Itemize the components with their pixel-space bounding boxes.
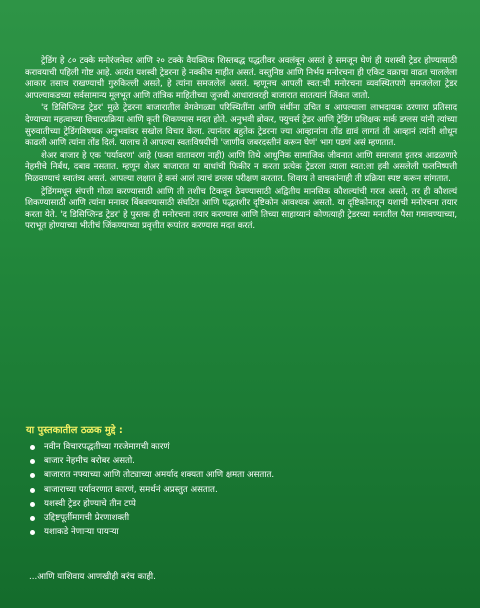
- paragraph-4: ट्रेडिंगमधून संपत्ती गोळा करण्यासाठी आणि ती तशीच टिकवून ठेवण्यासाठी अद्वितीय मानसिक कौशल्यांची गरज असते, तर ही कौशल्यं शिकण्यासाठी आणि त्यांना मनावर बिंबवण्यासाठी संघटित आणि पद्धतशीर दृष्टिकोन आवश्यक असतो. या दृष्टिकोनातून यशाची मनोरचना तयार करता येते. 'द डिसिप्लिन्ड ट्रेडर' हे पुस्तक ही मनोरचना तयार करण्यास आणि तिच्या साहाय्यानं कोणत्याही ट्रेडरच्या मनातील पैसा गमावण्याच्या, पराभूत होण्याच्या भीतीचं जिंकण्याच्या प्रवृत्तीत रूपांतर करण्यास मदत करतं.: [25, 186, 457, 232]
- list-item: [26, 454, 446, 468]
- description-text: [25, 56, 457, 234]
- list-item: [26, 468, 446, 482]
- bullet-icon: [30, 445, 35, 450]
- list-item: [26, 440, 446, 454]
- list-item-text: नवीन विचारपद्धतीच्या गरजेमागची कारणं: [44, 442, 170, 452]
- bullet-icon: [30, 530, 35, 535]
- list-item-text: बाजाराच्या पर्यावरणात कारणं, समर्थनं अप्रस्तुत असतात.: [44, 484, 218, 495]
- paragraph-2: 'द डिसिप्लिन्ड ट्रेडर' मुळे ट्रेडरना बाजारातील वेगवेगळ्या परिस्थितींना आणि संधींना उचित व आपल्याला लाभदायक ठरणारा प्रतिसाद देण्याच्या महत्वाच्या विचारप्रक्रिया आणि कृती शिकण्यास मदत होते. अनुभवी ब्रोकर, फ्युचर्स ट्रेडर आणि ट्रेडिंग प्रशिक्षक मार्क डग्लस यांनी त्यांच्या सुरुवातीच्या ट्रेडिंगविषयक अनुभवांवर सखोल विचार केला. त्यानंतर बहुतेक ट्रेडरना ज्या आव्हानांना तोंड द्यावं लागतं ती आव्हानं त्यांनी शोधून काढली आणि त्यांना तोंड दिलं. यालाच ते आपल्या स्वतःविषयीची 'जाणीव जबरदस्तीनं करून घेणं' भाग पडणं असं म्हणतात.: [25, 103, 457, 149]
- bullet-icon: [30, 473, 35, 478]
- bullet-icon: [30, 502, 35, 507]
- paragraph-1: ट्रेडिंग हे ८० टक्के मनोरंजनेवर आणि २० टक्के वैयक्तिक शिस्तबद्ध पद्धतीवर अवलंबून असतं हे समजून घेणं ही यशस्वी ट्रेडर होण्यासाठी करावयाची पहिली गोष्ट आहे. अत्यंत यशस्वी ट्रेडरना हे नक्कीच माहीत असतं. वस्तुनिष्ठ आणि निर्भय मनोरचना ही एकिट वक्राचा वाढत चाललेला आकार तसाच राखण्याची गुरुकिल्ली असते, हे त्यांना समजलेलं असतं. म्हणूनच आपली स्वत:ची मनोरचना व्यवस्थितपणे समजलेला ट्रेडर आपल्याकडच्या सर्वसामान्य मूलभूत आणि तांत्रिक माहितीच्या जुजबी आधारावरही बाजारात सातत्यानं जिंकत जातो.: [25, 56, 457, 101]
- list-item: [26, 497, 446, 511]
- highlights-list: [26, 440, 446, 539]
- closing-line: ...आणि याशिवाय आणखीही बरंच काही.: [29, 572, 156, 582]
- list-item-text: यशाकडे नेणाऱ्या पायऱ्या: [44, 527, 119, 538]
- list-item-text: उद्दिष्टपूर्तीमागची प्रेरणाशक्ती: [44, 513, 130, 524]
- highlights-heading: या पुस्तकातील ठळक मुद्दे :: [26, 425, 123, 436]
- list-item-text: यशस्वी ट्रेडर होण्याचे तीन टप्पे: [44, 498, 136, 509]
- bullet-icon: [30, 459, 35, 464]
- list-item-text: बाजार नेहमीच बरोबर असतो.: [44, 456, 135, 467]
- list-item: [26, 525, 446, 539]
- paragraph-3: शेअर बाजार हे एक 'पर्यावरण' आहे (फक्त वातावरण नाही) आणि तिथे आधुनिक सामाजिक जीवनात आणि समाजात इतरत्र आढळणारे नेहमीचे निर्बंध, दबाव नसतात. म्हणून शेअर बाजारात या बाधांची फिकीर न करता प्रत्येक ट्रेडरला त्याला स्वत:ला हवी असलेली फलनिष्पत्ती मिळवण्याचं स्वातंत्र्य असतं. आपल्या लक्षात हे कसं आलं त्याचं डग्लस परीक्षण करतात. शिवाय ते वाचकांनाही ती प्रक्रिया स्पष्ट करून सांगतात.: [25, 150, 457, 184]
- list-item-text: बाजारात नफ्याच्या आणि तोट्याच्या अमर्याद शक्यता आणि क्षमता असतात.: [44, 470, 275, 481]
- bullet-icon: [30, 488, 35, 493]
- list-item: [26, 511, 446, 525]
- list-item: [26, 483, 446, 497]
- bullet-icon: [30, 516, 35, 521]
